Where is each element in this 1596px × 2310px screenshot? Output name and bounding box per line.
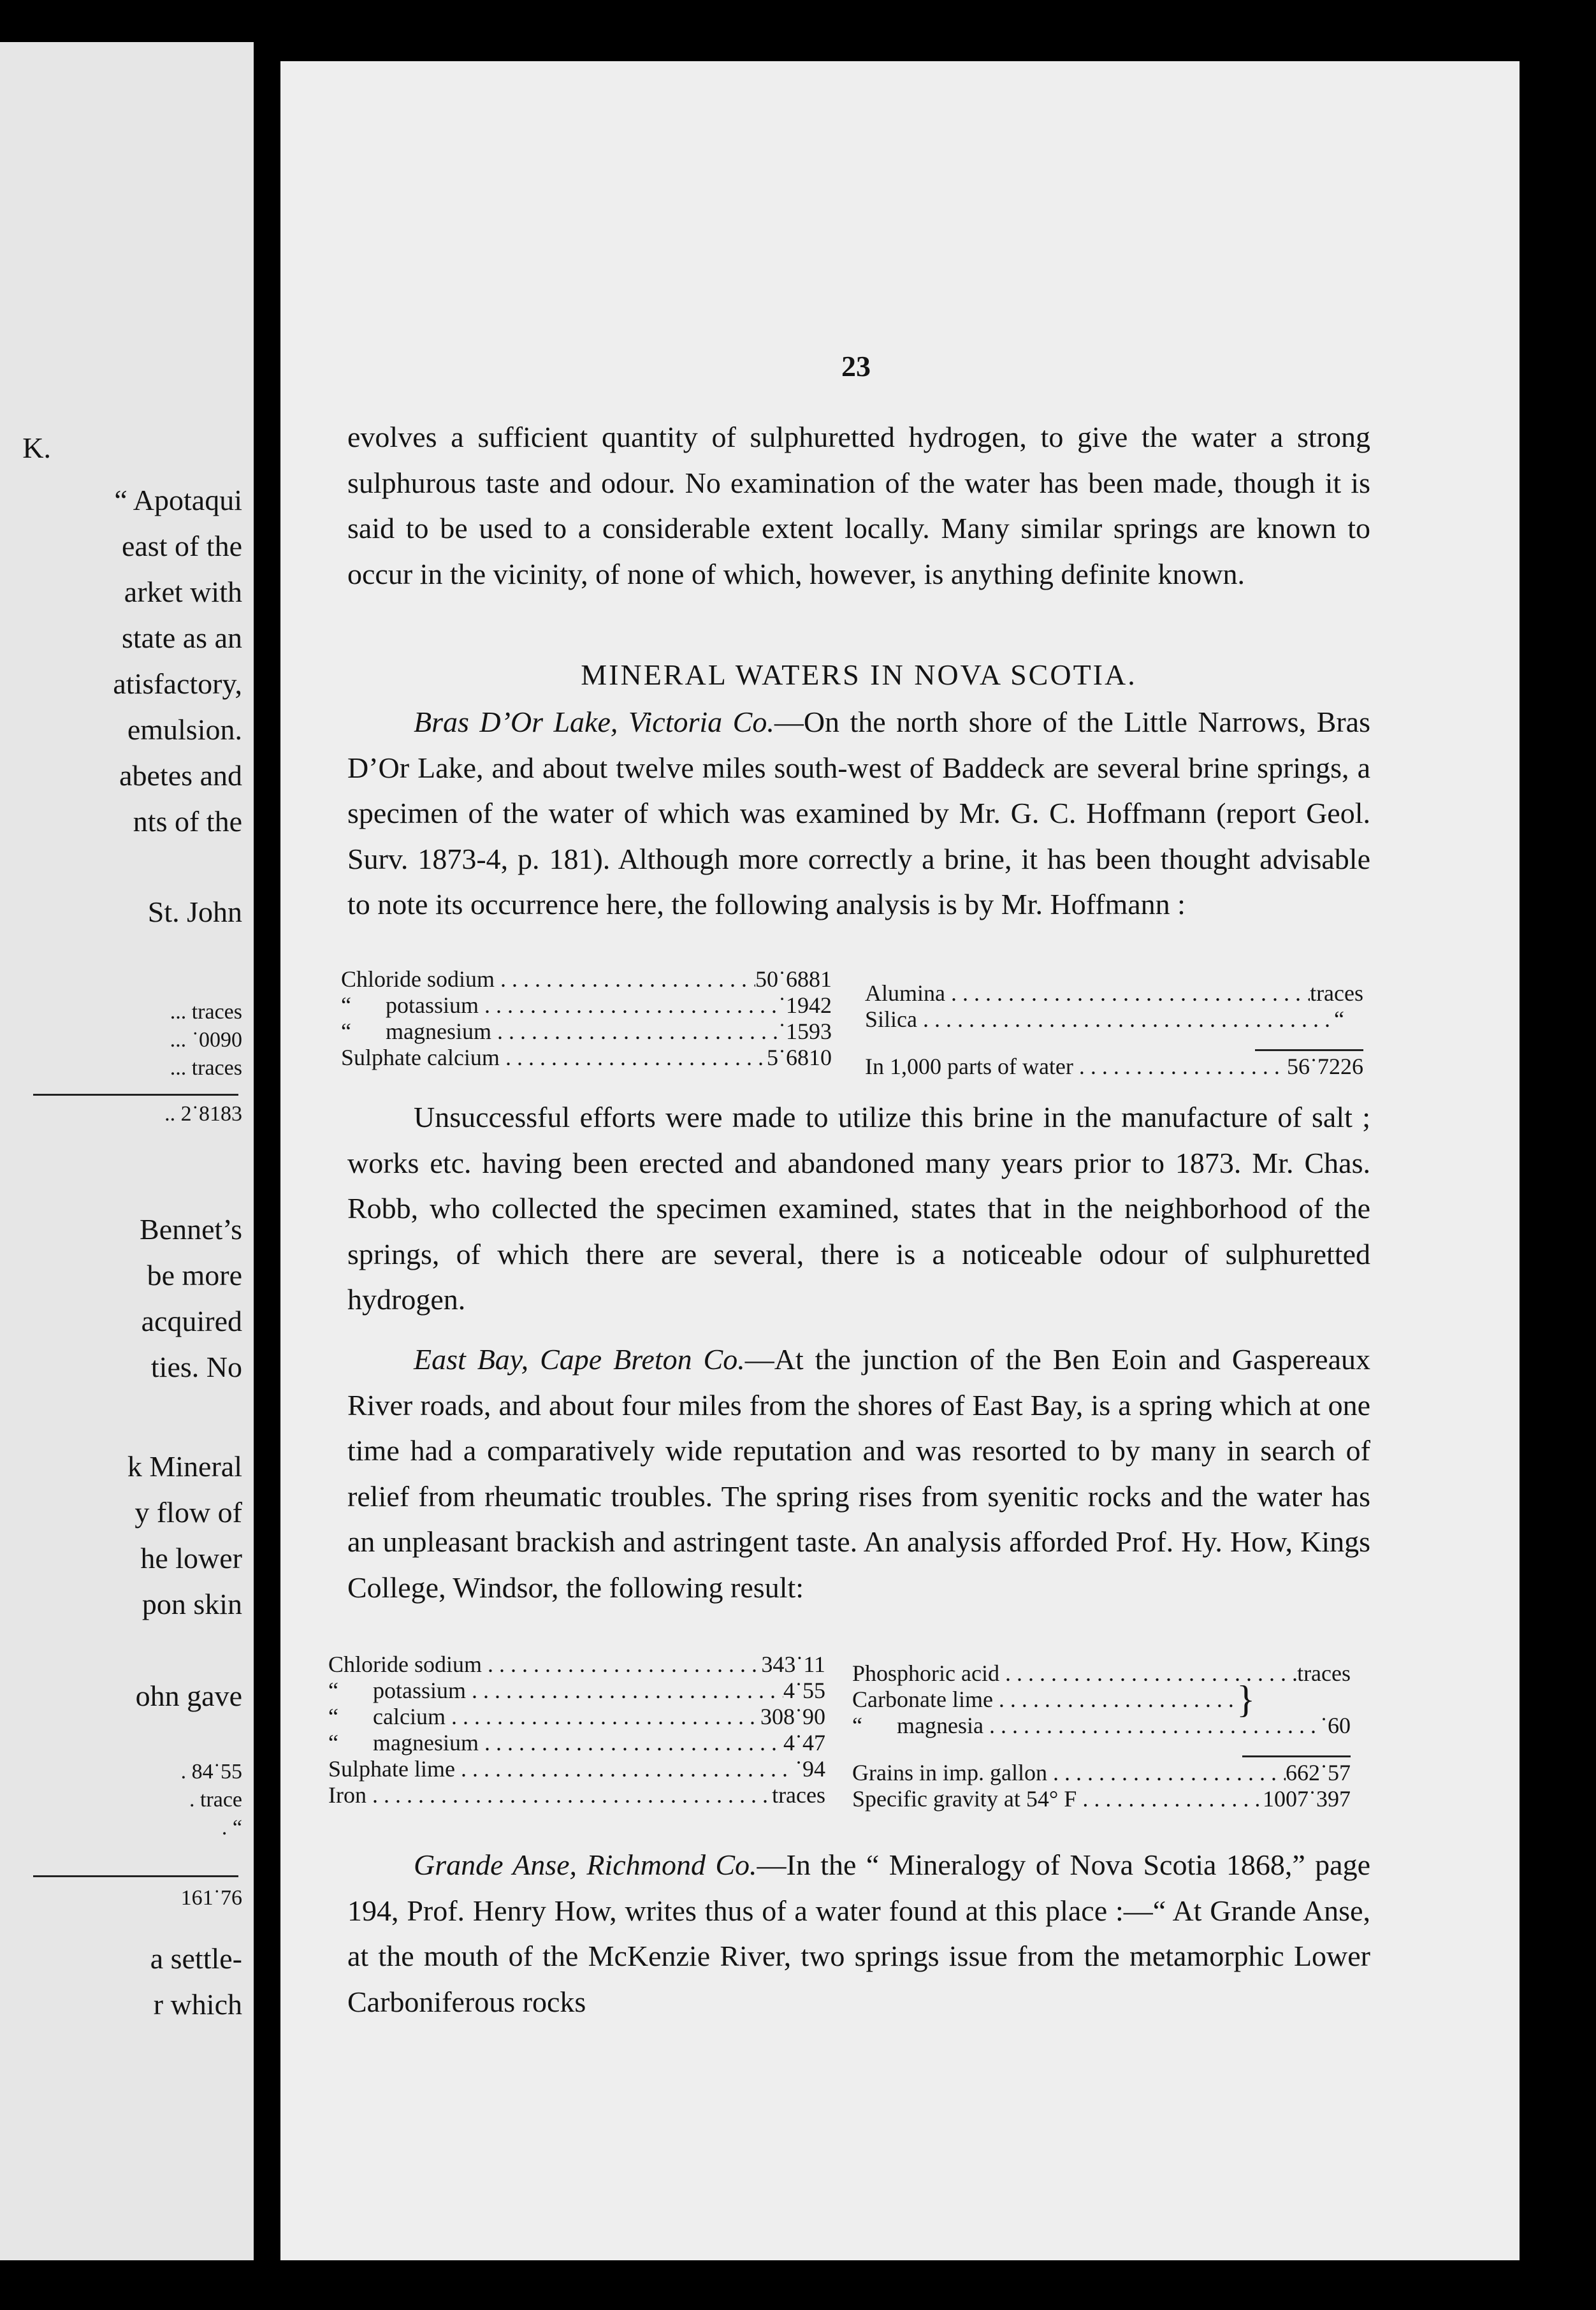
left-line: arket with xyxy=(124,576,242,608)
row-label: Iron . . . xyxy=(328,1782,772,1808)
left-line: nts of the xyxy=(133,805,242,838)
row-value: traces xyxy=(1297,1660,1351,1686)
left-line: atisfactory, xyxy=(113,667,242,700)
row-value: 50˙6881 xyxy=(755,966,832,992)
left-page-text xyxy=(0,42,254,2260)
left-line: emulsion. xyxy=(127,713,242,746)
left-line: a settle- xyxy=(150,1942,242,1975)
left-table-rule xyxy=(33,1094,238,1096)
table-total-row xyxy=(852,1760,1351,1786)
row-label: magnesium . . . xyxy=(386,1019,778,1045)
left-table-total: 161˙76 xyxy=(180,1886,242,1910)
row-value: ˙94 xyxy=(795,1756,825,1782)
table-total-row xyxy=(865,1054,1363,1080)
analysis-table-2-left xyxy=(328,1652,825,1808)
location-name: East Bay, Cape Breton Co. xyxy=(414,1343,745,1376)
row-label: Sulphate lime . . . xyxy=(328,1756,795,1782)
page-number: 23 xyxy=(841,350,871,382)
left-line: state as an xyxy=(121,621,242,654)
table-rule xyxy=(1242,1755,1351,1757)
section-heading: MINERAL WATERS IN NOVA SCOTIA. xyxy=(581,658,1137,691)
row-label: Alumina . . . xyxy=(865,980,1310,1006)
left-table-row: . “ xyxy=(221,1816,242,1840)
row-value: ˙1942 xyxy=(778,992,832,1018)
left-line: be more xyxy=(147,1259,242,1291)
row-label: magnesia . . . xyxy=(897,1713,1320,1739)
table-row xyxy=(865,980,1363,1006)
ditto-mark: “ xyxy=(852,1713,862,1738)
analysis-table-1-left xyxy=(341,966,832,1071)
row-value: traces xyxy=(1310,980,1363,1006)
row-label: potassium . . . xyxy=(373,1678,783,1704)
grande-anse-paragraph xyxy=(347,1842,1370,2024)
table-row xyxy=(341,1045,832,1071)
row-label: Chloride sodium . . . xyxy=(341,966,755,992)
paragraph-body: —At the junction of the Ben Eoin and Gaspereaux River roads, and about four miles from the shores of East Bay, is a spring which at one time had a comparatively wide reputation and was resorted to by many in search of relief from rheumatic troubles. The spring rises from syenitic rocks and the water has an unpleasant brackish and astringent taste. An analysis afforded Prof. Hy. How, Kings College, Windsor, the following result: xyxy=(347,1343,1370,1604)
left-line: K. xyxy=(22,432,51,464)
row-value: 4˙47 xyxy=(783,1730,825,1755)
row-value: 308˙90 xyxy=(760,1704,825,1729)
ditto-mark: “ xyxy=(328,1730,338,1755)
row-label: Chloride sodium . . . xyxy=(328,1652,761,1678)
table-row xyxy=(328,1782,825,1808)
left-table-row: ... traces xyxy=(170,1056,242,1080)
row-value: traces xyxy=(772,1782,825,1808)
row-label: In 1,000 parts of water . . . xyxy=(865,1054,1287,1080)
left-line: ohn gave xyxy=(135,1680,242,1712)
row-value: 1007˙397 xyxy=(1263,1786,1351,1812)
bras-dor-text xyxy=(347,699,1370,927)
table-rule xyxy=(1255,1049,1363,1051)
left-line: abetes and xyxy=(119,759,242,792)
left-table-row: . 84˙55 xyxy=(180,1760,242,1783)
brine-text: Unsuccessful efforts were made to utilize this brine in the manufacture of salt ; works etc. having been erected and abandoned many years prior to 1873. Mr. Chas. Robb, who collected the specimen examined, states that in the neighborhood of the springs, of which there are several, there is a noticeable odour of sulphuretted hydrogen. xyxy=(347,1101,1370,1316)
location-name: Grande Anse, Richmond Co. xyxy=(414,1849,757,1881)
table-row xyxy=(328,1652,825,1678)
table-row xyxy=(852,1660,1351,1687)
ditto-mark: “ xyxy=(341,1019,351,1044)
table-row xyxy=(328,1756,825,1782)
left-table-row: ... ˙0090 xyxy=(170,1028,242,1052)
left-table-row: . trace xyxy=(189,1788,242,1812)
east-bay-paragraph xyxy=(347,1337,1370,1610)
analysis-table-2-right xyxy=(852,1660,1351,1812)
table-row xyxy=(341,992,832,1019)
row-label: Specific gravity at 54° F . . . xyxy=(852,1786,1263,1812)
left-line: r which xyxy=(153,1988,242,2021)
table-row xyxy=(328,1704,825,1730)
left-line: y flow of xyxy=(134,1496,242,1529)
row-value: ˙1593 xyxy=(778,1019,832,1044)
left-line: east of the xyxy=(121,530,242,562)
left-line: “ Apotaqui xyxy=(114,484,242,516)
left-line: St. John xyxy=(147,896,242,928)
row-value: 662˙57 xyxy=(1286,1760,1351,1785)
row-label: Carbonate lime . . . xyxy=(852,1687,1237,1713)
table-row xyxy=(341,966,832,992)
ditto-mark: “ xyxy=(341,992,351,1018)
row-value: 56˙7226 xyxy=(1287,1054,1363,1079)
row-label: potassium . . . xyxy=(386,992,778,1019)
left-table-rule xyxy=(33,1875,238,1877)
brace-mark: } xyxy=(1237,1678,1255,1720)
east-bay-text xyxy=(347,1337,1370,1610)
location-name: Bras D’Or Lake, Victoria Co. xyxy=(414,706,774,738)
table-row xyxy=(328,1678,825,1704)
left-line: he lower xyxy=(140,1542,242,1574)
row-value: ˙60 xyxy=(1320,1713,1351,1738)
left-line: pon skin xyxy=(141,1588,242,1620)
left-table-total: .. 2˙8183 xyxy=(164,1102,242,1126)
grande-anse-text xyxy=(347,1842,1370,2024)
paragraph-body: —On the north shore of the Little Narrows, Bras D’Or Lake, and about twelve miles south-west of Baddeck are several brine springs, a specimen of the water of which was examined by Mr. G. C. Hoffmann (report Geol. Surv. 1873-4, p. 181). Although more correctly a brine, it has been thought advisable to note its occurrence here, the following analysis is by Mr. Hoffmann : xyxy=(347,706,1370,920)
left-line: ties. No xyxy=(150,1351,242,1383)
row-label: Silica . . . xyxy=(865,1006,1334,1033)
table-row xyxy=(865,1006,1363,1033)
row-value: 343˙11 xyxy=(761,1652,825,1677)
brine-paragraph xyxy=(347,1094,1370,1323)
left-table-row: ... traces xyxy=(170,1000,242,1024)
row-value: 5˙6810 xyxy=(767,1045,832,1070)
intro-paragraph xyxy=(347,414,1370,597)
row-label: Phosphoric acid . . . xyxy=(852,1660,1297,1687)
row-value: “ xyxy=(1334,1006,1344,1032)
row-label: Grains in imp. gallon . . . xyxy=(852,1760,1286,1786)
table-row xyxy=(852,1713,1351,1739)
bras-dor-paragraph xyxy=(347,699,1370,927)
paragraph-body: —In the “ Mineralogy of Nova Scotia 1868,” page 194, Prof. Henry How, writes thus of a water found at this place :—“ At Grande Anse, at the mouth of the McKenzie River, two springs issue from the metamorphic Lower Carboniferous rocks xyxy=(347,1849,1371,2018)
row-label: magnesium . . . xyxy=(373,1730,783,1756)
left-line: acquired xyxy=(141,1305,242,1337)
ditto-mark: “ xyxy=(328,1678,338,1703)
analysis-table-1-right xyxy=(865,980,1363,1080)
table-row xyxy=(852,1678,1351,1720)
intro-text: evolves a sufficient quantity of sulphuretted hydrogen, to give the water a strong sulphurous taste and odour. No examination of the water has been made, though it is said to be used to a considerable extent locally. Many similar springs are known to occur in the vicinity, of none of which, however, is anything definite known. xyxy=(347,421,1370,590)
table-row xyxy=(341,1019,832,1045)
left-line: Bennet’s xyxy=(140,1213,242,1246)
left-page-fragment xyxy=(0,42,254,2260)
ditto-mark: “ xyxy=(328,1704,338,1729)
row-label: calcium . . . xyxy=(373,1704,760,1730)
table-total-row xyxy=(852,1786,1351,1812)
table-row xyxy=(328,1730,825,1756)
row-value: 4˙55 xyxy=(783,1678,825,1703)
row-label: Sulphate calcium . . . xyxy=(341,1045,767,1071)
left-line: k Mineral xyxy=(127,1450,242,1483)
